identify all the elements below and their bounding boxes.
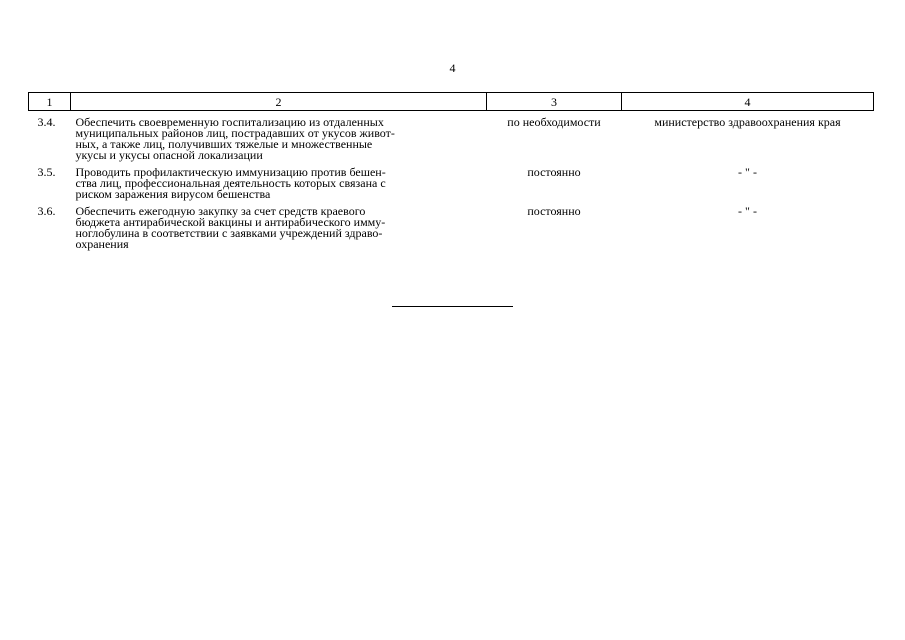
- row-term: постоянно: [527, 165, 581, 179]
- row-measure-text: [71, 206, 487, 256]
- table-row: [29, 167, 874, 206]
- row-measure-text: [71, 111, 487, 168]
- header-col-4: 4: [622, 93, 874, 111]
- table-row: [29, 206, 874, 256]
- header-col-2: 2: [71, 93, 487, 111]
- measure-text-line: риском заражения вирусом бешенства: [75, 187, 271, 201]
- header-col-1: 1: [29, 93, 71, 111]
- measures-table: [28, 92, 874, 256]
- row-number: 3.6.: [37, 204, 56, 218]
- row-responsible: министерство здравоохранения края: [654, 115, 841, 129]
- measure-text-line: Проводить профилактическую иммунизацию против бешен-: [75, 165, 386, 179]
- measure-text-line: укусы и укусы опасной локализации: [75, 148, 263, 162]
- row-term: постоянно: [527, 204, 581, 218]
- row-number: 3.5.: [37, 165, 56, 179]
- page-number: 4: [449, 61, 456, 75]
- measure-text-line: бюджета антирабической вакцины и антирабического имму-: [75, 215, 386, 229]
- measure-text-line: ноглобулина в соответствии с заявками учреждений здраво-: [75, 226, 383, 240]
- measure-text-line: муниципальных районов лиц, пострадавших от укусов живот-: [75, 126, 395, 140]
- table-header-row: [29, 93, 874, 111]
- row-responsible: - " -: [738, 204, 757, 218]
- table-row: [29, 111, 874, 168]
- row-number: 3.4.: [37, 115, 56, 129]
- measure-text-line: ных, а также лиц, получивших тяжелые и множественные: [75, 137, 373, 151]
- measure-text-line: Обеспечить своевременную госпитализацию из отдаленных: [75, 115, 384, 129]
- measure-text-line: охранения: [75, 237, 129, 251]
- end-of-document-rule: [392, 306, 513, 307]
- measure-text-line: ства лиц, профессиональная деятельность которых связана с: [75, 176, 386, 190]
- header-col-3: 3: [487, 93, 622, 111]
- measure-text-line: Обеспечить ежегодную закупку за счет средств краевого: [75, 204, 366, 218]
- row-responsible: - " -: [738, 165, 757, 179]
- row-measure-text: [71, 167, 487, 206]
- row-term: по необходимости: [507, 115, 601, 129]
